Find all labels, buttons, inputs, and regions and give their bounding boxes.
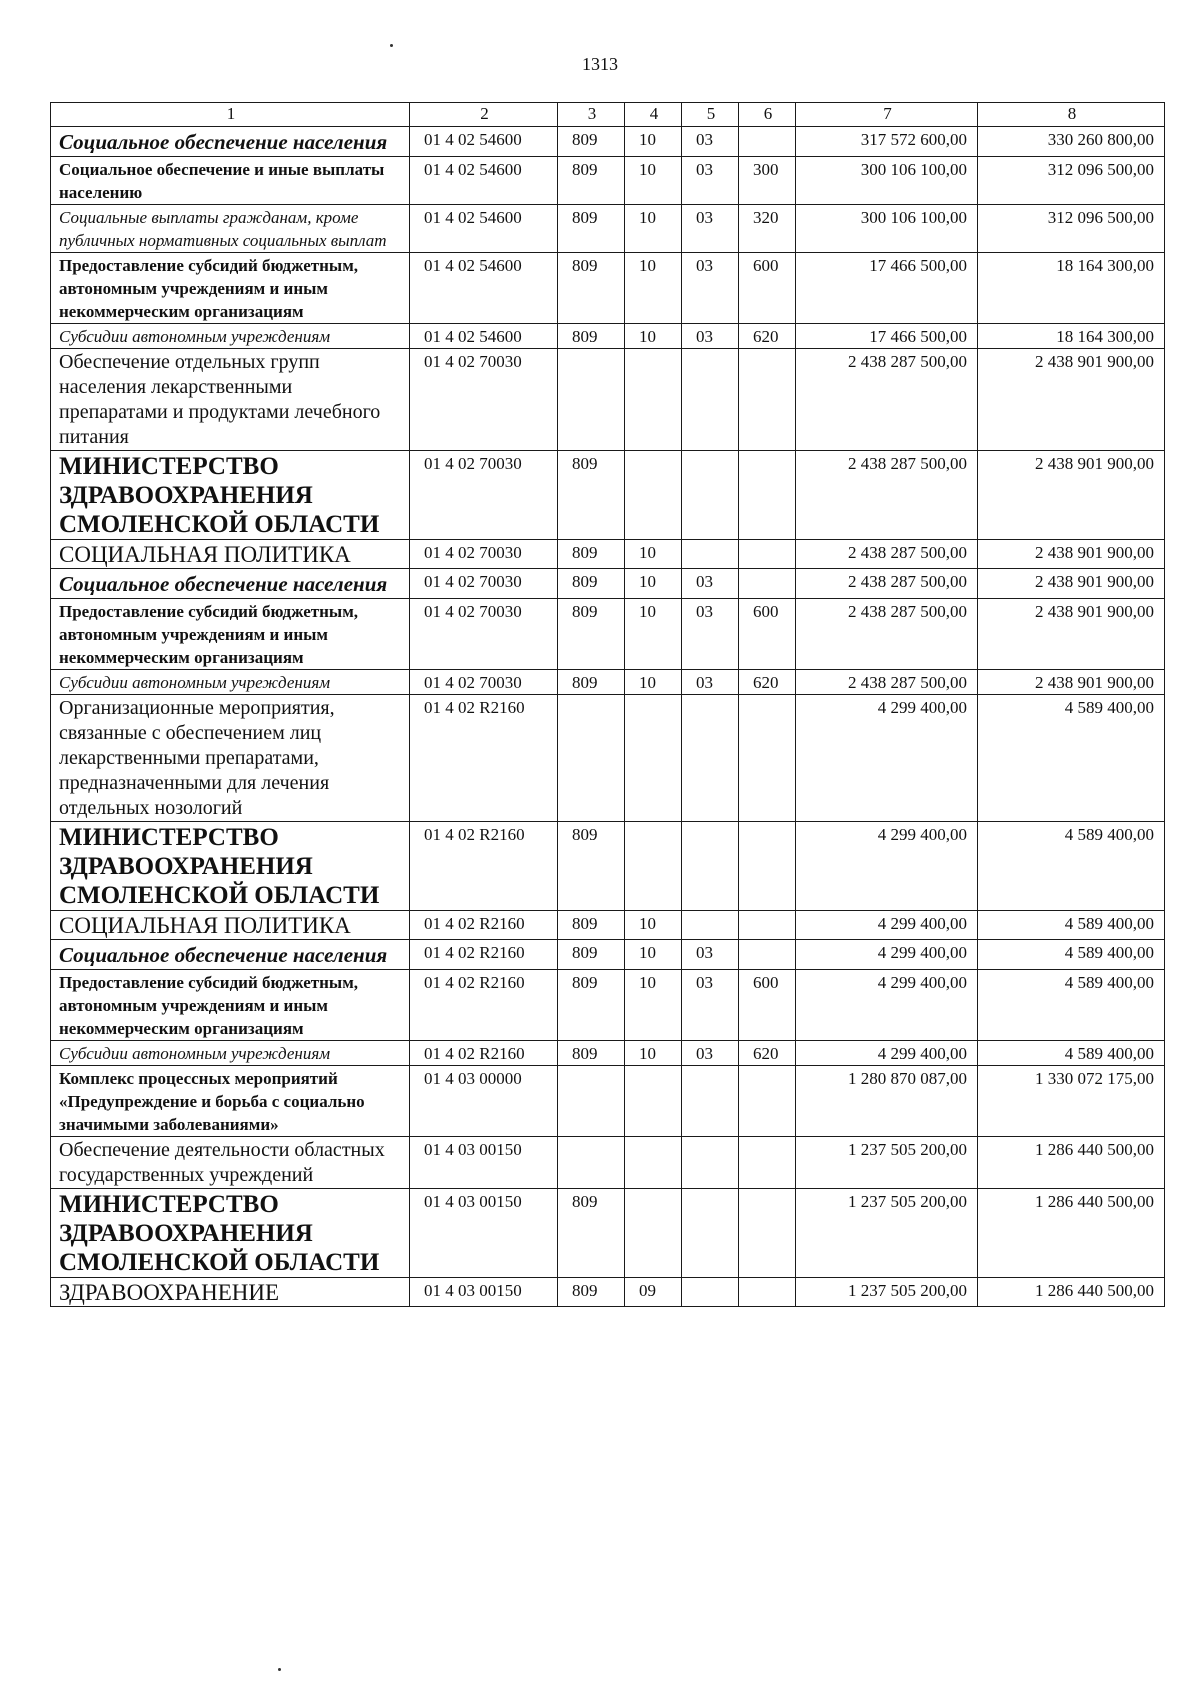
table-row [51, 253, 1165, 324]
section-code-cell [625, 1137, 682, 1189]
table-header-row [51, 103, 1165, 127]
subsection-code-cell [682, 911, 739, 940]
expense-type-cell: 600 [739, 970, 796, 1041]
ministry-code-cell [558, 1137, 625, 1189]
column-header: 1 [51, 103, 410, 127]
subsection-code-cell: 03 [682, 940, 739, 970]
row-name-cell: Комплекс процессных мероприятий «Предупреждение и борьба с социально значимыми заболеваниями» [51, 1066, 410, 1137]
ministry-code-cell [558, 349, 625, 451]
subsection-code-cell [682, 1137, 739, 1189]
section-code-cell [625, 451, 682, 540]
table-row [51, 822, 1165, 911]
amount-year2-cell: 18 164 300,00 [978, 253, 1165, 324]
section-code-cell [625, 1066, 682, 1137]
amount-year2-cell: 2 438 901 900,00 [978, 540, 1165, 569]
budget-table [50, 102, 1165, 1307]
target-code-cell: 01 4 02 R2160 [410, 1041, 558, 1066]
table-row [51, 349, 1165, 451]
expense-type-cell [739, 1066, 796, 1137]
table-row [51, 451, 1165, 540]
row-name-cell: Субсидии автономным учреждениям [51, 670, 410, 695]
amount-year2-cell: 4 589 400,00 [978, 940, 1165, 970]
row-name-cell: СОЦИАЛЬНАЯ ПОЛИТИКА [51, 540, 410, 569]
table-row [51, 127, 1165, 157]
target-code-cell: 01 4 02 70030 [410, 670, 558, 695]
table-row [51, 1041, 1165, 1066]
amount-year2-cell: 2 438 901 900,00 [978, 670, 1165, 695]
ministry-code-cell: 809 [558, 670, 625, 695]
table-row [51, 1137, 1165, 1189]
column-header: 2 [410, 103, 558, 127]
column-header: 8 [978, 103, 1165, 127]
expense-type-cell [739, 822, 796, 911]
target-code-cell: 01 4 02 70030 [410, 599, 558, 670]
row-name-cell: Обеспечение отдельных групп населения лекарственными препаратами и продуктами лечебного питания [51, 349, 410, 451]
column-header: 3 [558, 103, 625, 127]
table-row [51, 569, 1165, 599]
amount-year2-cell: 330 260 800,00 [978, 127, 1165, 157]
amount-year1-cell: 4 299 400,00 [796, 822, 978, 911]
subsection-code-cell: 03 [682, 253, 739, 324]
target-code-cell: 01 4 02 R2160 [410, 970, 558, 1041]
table-row [51, 970, 1165, 1041]
table-row [51, 670, 1165, 695]
expense-type-cell: 620 [739, 1041, 796, 1066]
expense-type-cell [739, 1278, 796, 1307]
target-code-cell: 01 4 02 54600 [410, 127, 558, 157]
subsection-code-cell: 03 [682, 205, 739, 253]
table-row [51, 1278, 1165, 1307]
amount-year1-cell: 17 466 500,00 [796, 324, 978, 349]
row-name-cell: Предоставление субсидий бюджетным, автономным учреждениям и иным некоммерческим организациям [51, 970, 410, 1041]
table-row [51, 911, 1165, 940]
amount-year1-cell: 2 438 287 500,00 [796, 540, 978, 569]
column-header: 5 [682, 103, 739, 127]
expense-type-cell [739, 451, 796, 540]
row-name-cell: Предоставление субсидий бюджетным, автономным учреждениям и иным некоммерческим организациям [51, 253, 410, 324]
subsection-code-cell: 03 [682, 569, 739, 599]
budget-table-body [51, 103, 1165, 1307]
ministry-code-cell: 809 [558, 569, 625, 599]
amount-year1-cell: 300 106 100,00 [796, 157, 978, 205]
expense-type-cell: 600 [739, 253, 796, 324]
amount-year2-cell: 4 589 400,00 [978, 911, 1165, 940]
row-name-cell: Социальное обеспечение и иные выплаты населению [51, 157, 410, 205]
target-code-cell: 01 4 03 00150 [410, 1189, 558, 1278]
amount-year2-cell: 1 286 440 500,00 [978, 1137, 1165, 1189]
amount-year2-cell: 2 438 901 900,00 [978, 451, 1165, 540]
subsection-code-cell: 03 [682, 1041, 739, 1066]
target-code-cell: 01 4 02 70030 [410, 569, 558, 599]
amount-year1-cell: 317 572 600,00 [796, 127, 978, 157]
expense-type-cell: 320 [739, 205, 796, 253]
ministry-code-cell: 809 [558, 1189, 625, 1278]
table-row [51, 324, 1165, 349]
ministry-code-cell: 809 [558, 599, 625, 670]
section-code-cell: 10 [625, 205, 682, 253]
subsection-code-cell: 03 [682, 670, 739, 695]
ministry-code-cell [558, 695, 625, 822]
section-code-cell: 10 [625, 157, 682, 205]
expense-type-cell [739, 127, 796, 157]
section-code-cell: 10 [625, 324, 682, 349]
ministry-code-cell [558, 1066, 625, 1137]
section-code-cell: 10 [625, 599, 682, 670]
amount-year2-cell: 2 438 901 900,00 [978, 569, 1165, 599]
amount-year1-cell: 1 237 505 200,00 [796, 1278, 978, 1307]
target-code-cell: 01 4 02 70030 [410, 349, 558, 451]
amount-year1-cell: 1 280 870 087,00 [796, 1066, 978, 1137]
ministry-code-cell: 809 [558, 324, 625, 349]
amount-year1-cell: 4 299 400,00 [796, 911, 978, 940]
subsection-code-cell [682, 695, 739, 822]
subsection-code-cell [682, 451, 739, 540]
ministry-code-cell: 809 [558, 540, 625, 569]
target-code-cell: 01 4 02 R2160 [410, 940, 558, 970]
section-code-cell: 10 [625, 970, 682, 1041]
amount-year2-cell: 4 589 400,00 [978, 822, 1165, 911]
subsection-code-cell: 03 [682, 324, 739, 349]
row-name-cell: СОЦИАЛЬНАЯ ПОЛИТИКА [51, 911, 410, 940]
target-code-cell: 01 4 02 R2160 [410, 911, 558, 940]
column-header: 4 [625, 103, 682, 127]
section-code-cell: 09 [625, 1278, 682, 1307]
section-code-cell: 10 [625, 1041, 682, 1066]
amount-year2-cell: 2 438 901 900,00 [978, 599, 1165, 670]
amount-year2-cell: 1 286 440 500,00 [978, 1189, 1165, 1278]
amount-year2-cell: 4 589 400,00 [978, 695, 1165, 822]
amount-year1-cell: 300 106 100,00 [796, 205, 978, 253]
subsection-code-cell [682, 822, 739, 911]
amount-year1-cell: 1 237 505 200,00 [796, 1137, 978, 1189]
expense-type-cell: 300 [739, 157, 796, 205]
section-code-cell: 10 [625, 253, 682, 324]
amount-year2-cell: 2 438 901 900,00 [978, 349, 1165, 451]
section-code-cell [625, 349, 682, 451]
amount-year2-cell: 1 286 440 500,00 [978, 1278, 1165, 1307]
table-row [51, 1066, 1165, 1137]
ministry-code-cell: 809 [558, 157, 625, 205]
amount-year2-cell: 4 589 400,00 [978, 970, 1165, 1041]
row-name-cell: ЗДРАВООХРАНЕНИЕ [51, 1278, 410, 1307]
amount-year1-cell: 17 466 500,00 [796, 253, 978, 324]
expense-type-cell: 620 [739, 324, 796, 349]
expense-type-cell [739, 349, 796, 451]
page-number: 1313 [582, 54, 618, 74]
amount-year2-cell: 1 330 072 175,00 [978, 1066, 1165, 1137]
subsection-code-cell [682, 1278, 739, 1307]
ministry-code-cell: 809 [558, 940, 625, 970]
table-row [51, 1189, 1165, 1278]
amount-year1-cell: 2 438 287 500,00 [796, 670, 978, 695]
row-name-cell: Социальные выплаты гражданам, кроме публичных нормативных социальных выплат [51, 205, 410, 253]
ministry-code-cell: 809 [558, 822, 625, 911]
scan-speck [390, 44, 393, 47]
section-code-cell: 10 [625, 670, 682, 695]
expense-type-cell [739, 695, 796, 822]
table-row [51, 205, 1165, 253]
amount-year2-cell: 18 164 300,00 [978, 324, 1165, 349]
table-row [51, 695, 1165, 822]
ministry-code-cell: 809 [558, 451, 625, 540]
subsection-code-cell: 03 [682, 599, 739, 670]
expense-type-cell [739, 911, 796, 940]
row-name-cell: МИНИСТЕРСТВО ЗДРАВООХРАНЕНИЯ СМОЛЕНСКОЙ ОБЛАСТИ [51, 1189, 410, 1278]
section-code-cell: 10 [625, 911, 682, 940]
target-code-cell: 01 4 02 54600 [410, 157, 558, 205]
subsection-code-cell: 03 [682, 970, 739, 1041]
table-row [51, 940, 1165, 970]
target-code-cell: 01 4 02 70030 [410, 451, 558, 540]
amount-year1-cell: 4 299 400,00 [796, 940, 978, 970]
amount-year2-cell: 4 589 400,00 [978, 1041, 1165, 1066]
target-code-cell: 01 4 02 70030 [410, 540, 558, 569]
expense-type-cell [739, 1189, 796, 1278]
table-row [51, 540, 1165, 569]
expense-type-cell [739, 569, 796, 599]
row-name-cell: Обеспечение деятельности областных государственных учреждений [51, 1137, 410, 1189]
ministry-code-cell: 809 [558, 911, 625, 940]
amount-year1-cell: 2 438 287 500,00 [796, 599, 978, 670]
expense-type-cell [739, 540, 796, 569]
section-code-cell: 10 [625, 540, 682, 569]
amount-year2-cell: 312 096 500,00 [978, 205, 1165, 253]
amount-year1-cell: 2 438 287 500,00 [796, 569, 978, 599]
subsection-code-cell [682, 540, 739, 569]
scan-speck [278, 1668, 281, 1671]
subsection-code-cell [682, 1066, 739, 1137]
amount-year1-cell: 2 438 287 500,00 [796, 451, 978, 540]
row-name-cell: Социальное обеспечение населения [51, 940, 410, 970]
expense-type-cell [739, 1137, 796, 1189]
section-code-cell [625, 1189, 682, 1278]
target-code-cell: 01 4 02 54600 [410, 205, 558, 253]
target-code-cell: 01 4 02 R2160 [410, 822, 558, 911]
column-header: 7 [796, 103, 978, 127]
row-name-cell: Субсидии автономным учреждениям [51, 1041, 410, 1066]
target-code-cell: 01 4 03 00150 [410, 1137, 558, 1189]
ministry-code-cell: 809 [558, 1278, 625, 1307]
ministry-code-cell: 809 [558, 1041, 625, 1066]
table-row [51, 599, 1165, 670]
subsection-code-cell: 03 [682, 127, 739, 157]
section-code-cell: 10 [625, 940, 682, 970]
amount-year1-cell: 4 299 400,00 [796, 1041, 978, 1066]
target-code-cell: 01 4 02 54600 [410, 253, 558, 324]
target-code-cell: 01 4 02 R2160 [410, 695, 558, 822]
section-code-cell [625, 695, 682, 822]
section-code-cell: 10 [625, 127, 682, 157]
row-name-cell: Организационные мероприятия, связанные с обеспечением лиц лекарственными препаратами, предназначенными для лечения отдельных нозологий [51, 695, 410, 822]
target-code-cell: 01 4 02 54600 [410, 324, 558, 349]
expense-type-cell [739, 940, 796, 970]
target-code-cell: 01 4 03 00150 [410, 1278, 558, 1307]
row-name-cell: Социальное обеспечение населения [51, 569, 410, 599]
section-code-cell [625, 822, 682, 911]
expense-type-cell: 600 [739, 599, 796, 670]
amount-year1-cell: 2 438 287 500,00 [796, 349, 978, 451]
subsection-code-cell: 03 [682, 157, 739, 205]
expense-type-cell: 620 [739, 670, 796, 695]
section-code-cell: 10 [625, 569, 682, 599]
target-code-cell: 01 4 03 00000 [410, 1066, 558, 1137]
subsection-code-cell [682, 349, 739, 451]
row-name-cell: МИНИСТЕРСТВО ЗДРАВООХРАНЕНИЯ СМОЛЕНСКОЙ ОБЛАСТИ [51, 822, 410, 911]
amount-year1-cell: 1 237 505 200,00 [796, 1189, 978, 1278]
ministry-code-cell: 809 [558, 253, 625, 324]
row-name-cell: МИНИСТЕРСТВО ЗДРАВООХРАНЕНИЯ СМОЛЕНСКОЙ ОБЛАСТИ [51, 451, 410, 540]
ministry-code-cell: 809 [558, 127, 625, 157]
amount-year1-cell: 4 299 400,00 [796, 970, 978, 1041]
row-name-cell: Социальное обеспечение населения [51, 127, 410, 157]
amount-year1-cell: 4 299 400,00 [796, 695, 978, 822]
column-header: 6 [739, 103, 796, 127]
row-name-cell: Субсидии автономным учреждениям [51, 324, 410, 349]
ministry-code-cell: 809 [558, 970, 625, 1041]
amount-year2-cell: 312 096 500,00 [978, 157, 1165, 205]
subsection-code-cell [682, 1189, 739, 1278]
row-name-cell: Предоставление субсидий бюджетным, автономным учреждениям и иным некоммерческим организациям [51, 599, 410, 670]
table-row [51, 157, 1165, 205]
ministry-code-cell: 809 [558, 205, 625, 253]
